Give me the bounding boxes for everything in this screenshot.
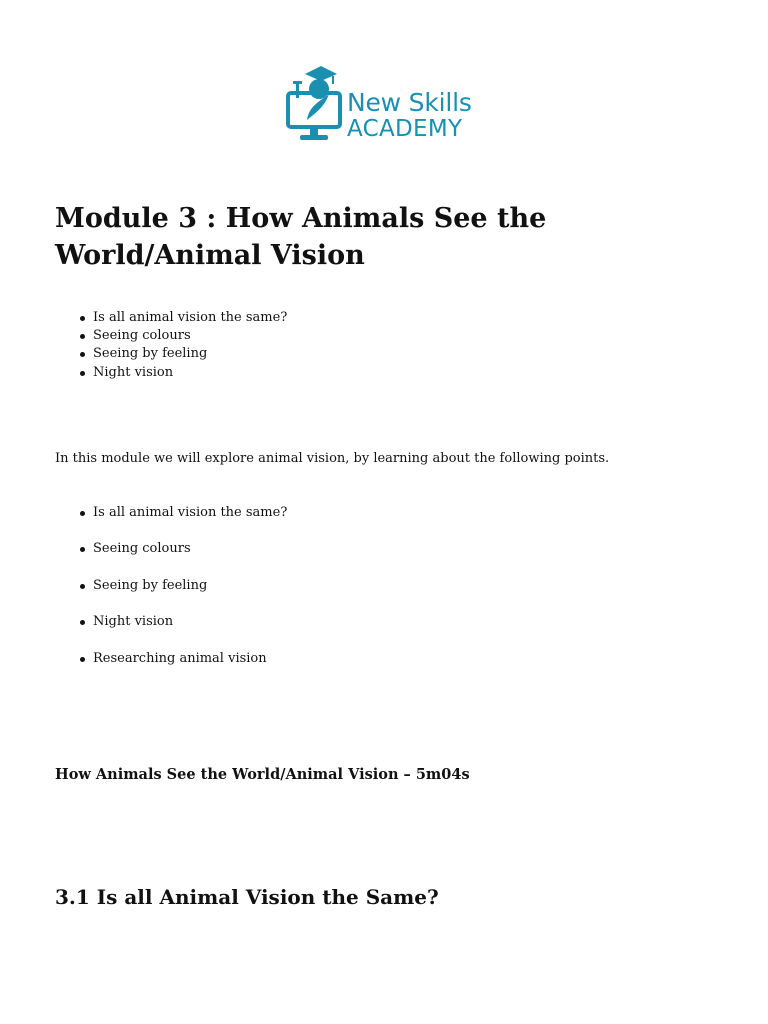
new-skills-academy-logo bbox=[285, 62, 485, 146]
logo-text-line2: ACADEMY bbox=[347, 116, 463, 142]
summary-list bbox=[80, 309, 287, 382]
academy-monitor-icon bbox=[285, 62, 347, 144]
list-item: Seeing colours bbox=[80, 540, 287, 558]
list-item: Night vision bbox=[80, 364, 287, 382]
list-item: Seeing colours bbox=[80, 327, 287, 345]
list-item: Seeing by feeling bbox=[80, 577, 287, 595]
list-item: Seeing by feeling bbox=[80, 345, 287, 363]
section-title: 3.1 Is all Animal Vision the Same? bbox=[55, 885, 439, 909]
list-item: Is all animal vision the same? bbox=[80, 504, 287, 522]
list-item: Is all animal vision the same? bbox=[80, 309, 287, 327]
intro-paragraph: In this module we will explore animal vision, by learning about the following points. bbox=[55, 451, 610, 466]
video-title: How Animals See the World/Animal Vision – 5m04s bbox=[55, 766, 470, 783]
list-item: Night vision bbox=[80, 613, 287, 631]
module-title: Module 3 : How Animals See the World/Animal Vision bbox=[55, 203, 547, 271]
list-item: Researching animal vision bbox=[80, 650, 287, 668]
points-list bbox=[80, 504, 287, 686]
logo-text-line1: New Skills bbox=[347, 88, 472, 117]
